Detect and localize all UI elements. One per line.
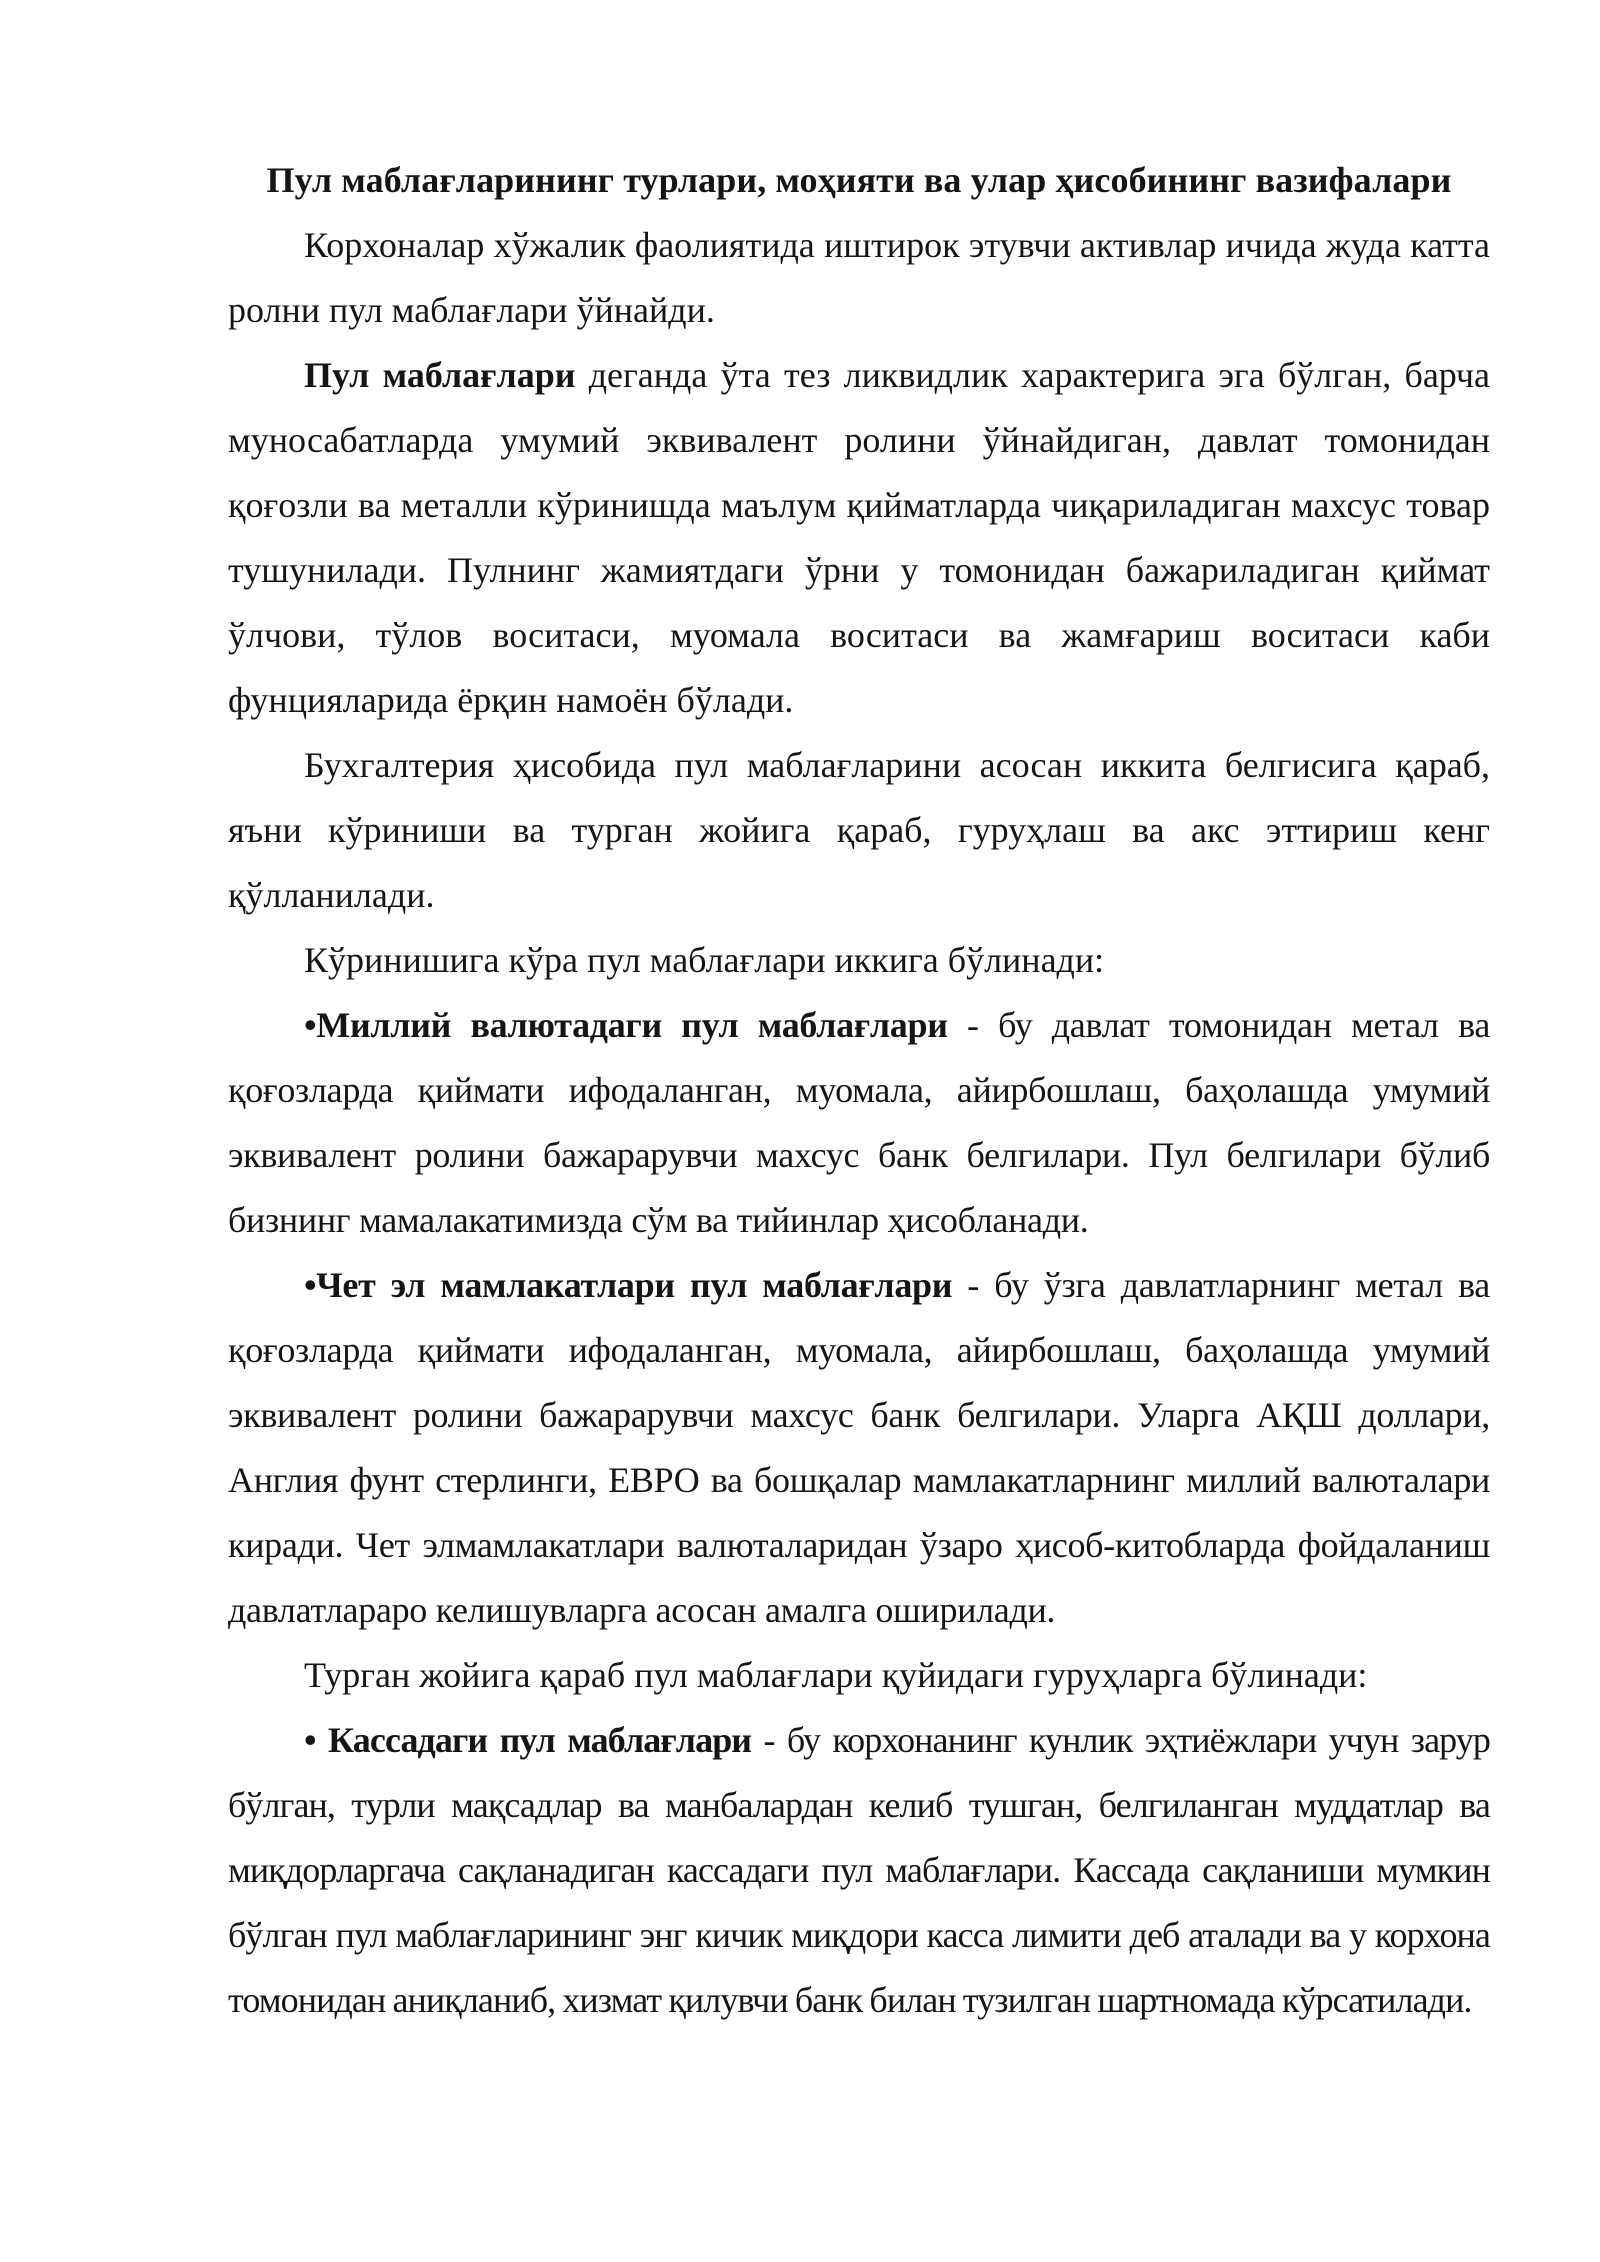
paragraph-classification [228,733,1490,928]
paragraph-text: Бухгалтерия ҳисобида пул маблағларини асосан иккита белгисига қараб, яъни кўриниши ва турган жойига қараб, гуруҳлаш ва акс эттириш кенг қўлланилади. [228,745,1490,915]
defined-term: • Кассадаги пул маблағлари [304,1720,752,1760]
paragraph-text: - бу ўзга давлатларнинг метал ва қоғозларда қиймати ифодаланган, муомала, айирбошлаш, баҳолашда умумий эквивалент ролини бажарарувчи махсус банк белгилари. Уларга АҚШ доллари, Англия фунт стерлинги, ЕВРО ва бошқалар мамлакатларнинг миллий валюталари киради. Чет элмамлакатлари валюталаридан ўзаро ҳисоб-китобларда фойдаланиш давлатлараро келишувларга асосан амалга оширилади. [228,1265,1490,1630]
list-item-foreign-currency [228,1253,1490,1643]
paragraph-text: деганда ўта тез ликвидлик характерига эга бўлган, барча муносабатларда умумий эквивалент ролини ўйнайдиган, давлат томонидан қоғозли ва металли кўринишда маълум қийматларда чиқариладиган махсус товар тушунилади. Пулнинг жамиятдаги ўрни у томонидан бажариладиган қиймат ўлчови, тўлов воситаси, муомала воситаси ва жамғариш воситаси каби фунцияларида ёрқин намоён бўлади. [228,355,1490,720]
document-title: Пул маблағларининг турлари, моҳияти ва улар ҳисобининг вазифалари [266,160,1452,200]
paragraph-location-intro [228,1643,1490,1708]
defined-term: •Чет эл мамлакатлари пул маблағлари [304,1265,953,1305]
paragraph-intro [228,213,1490,343]
list-item-cash-desk [228,1708,1490,2033]
paragraph-text: Кўринишига кўра пул маблағлари иккига бўлинади: [304,940,1105,980]
document-body [228,148,1490,2033]
defined-term: •Миллий валютадаги пул маблағлари [304,1005,948,1045]
paragraph-types-intro [228,928,1490,993]
paragraph-text: - бу давлат томонидан метал ва қоғозларда қиймати ифодаланган, муомала, айирбошлаш, баҳолашда умумий эквивалент ролини бажарарувчи махсус банк белгилари. Пул белгилари бўлиб бизнинг мамалакатимизда сўм ва тийинлар ҳисобланади. [228,1005,1490,1240]
paragraph-text: Корхоналар хўжалик фаолиятида иштирок этувчи активлар ичида жуда катта ролни пул маблағлари ўйнайди. [228,225,1490,330]
list-item-national-currency [228,993,1490,1253]
paragraph-definition [228,343,1490,733]
defined-term: Пул маблағлари [304,355,576,395]
paragraph-text: - бу корхонанинг кунлик эҳтиёжлари учун зарур бўлган, турли мақсадлар ва манбалардан келиб тушган, белгиланган муддатлар ва миқдорларгача сақланадиган кассадаги пул маблағлари. Кассада сақланиши мумкин бўлган пул маблағларининг энг кичик миқдори касса лимити деб аталади ва у корхона томонидан аниқланиб, хизмат қилувчи банк билан тузилган шартномада кўрсатилади. [228,1720,1490,2020]
paragraph-text: Турган жойига қараб пул маблағлари қуйидаги гуруҳларга бўлинади: [304,1655,1368,1695]
